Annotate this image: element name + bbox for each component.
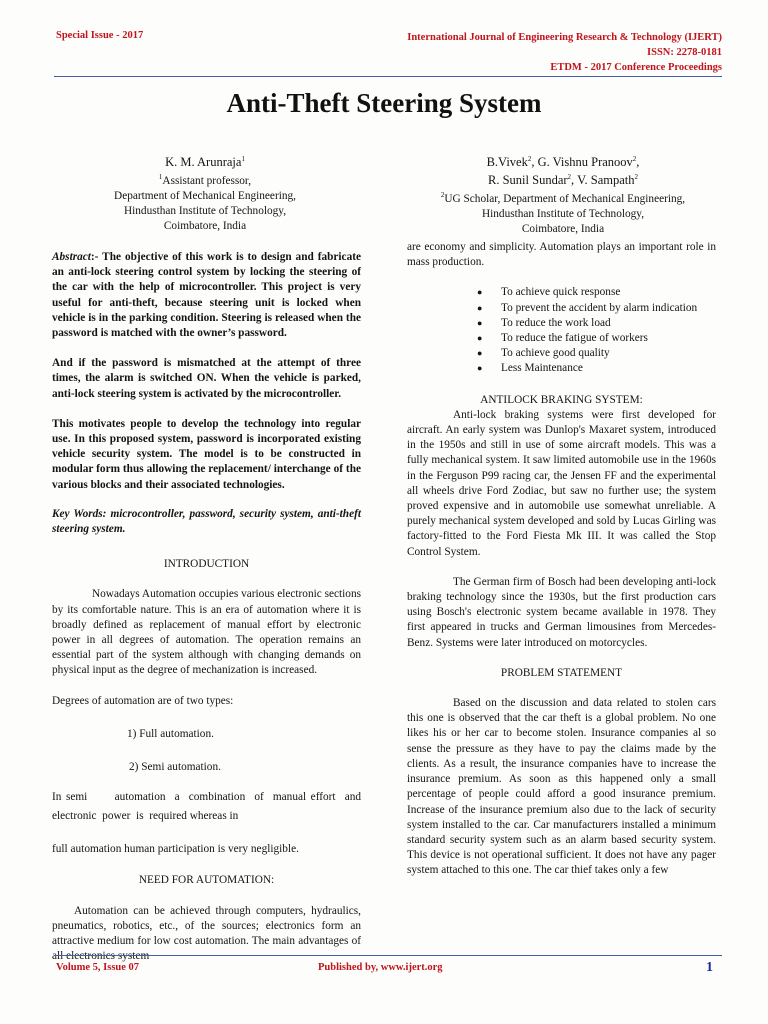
author-names-line1: B.Vivek$^2$, G. Vishnu Pranoov$^2$, — [486, 155, 640, 170]
header-special-issue: Special Issue - 2017 — [56, 30, 144, 41]
list-item: ● To achieve good quality — [407, 346, 716, 361]
bullet-icon: ● — [477, 287, 483, 298]
abstract-paragraph: Abstract:- The objective of this work is to design and fabricate an anti-lock steering control system by locking the steering of the car with the help of microcontroller. This project is very useful for anti-theft, because steering unit is locked when vehicle is in the parking condition. Steering is released when the password is matched with the owner’s password. — [52, 251, 361, 340]
bullet-icon: ● — [477, 317, 483, 328]
advantages-list — [407, 285, 716, 376]
footer-volume: Volume 5, Issue 07 — [56, 962, 140, 973]
bullet-icon: ● — [477, 333, 483, 344]
need-paragraph: Automation can be achieved through computers, hydraulics, pneumatics, robotics, etc., of the sources; electronics form an attractive medium for low cost automation. The main advantages of all electronics system — [52, 904, 361, 963]
header-journal-info — [407, 30, 722, 75]
author-location: Coimbatore, India — [521, 223, 605, 236]
list-item: ● Less Maintenance — [407, 361, 716, 376]
heading-need-for-automation: NEED FOR AUTOMATION: — [138, 874, 275, 887]
bullet-icon: ● — [477, 302, 483, 313]
author-role: $^2$UG Scholar, Department of Mechanical Engineering, — [440, 191, 686, 206]
antilock-paragraph-1: Anti-lock braking systems were first developed for aircraft. An early system was Dunlop's Maxaret system, introduced in the 1950s and still in use of some aircraft models. This was a fully mechanical system. It saw limited automobile use in the 1960s in the Ferguson P99 racing car, the Jensen FF and the experimental all wheels drive Ford Zodiac, but saw no further use; the system proved expensive and in automobile use somewhat unreliable. A purely mechanical system developed and sold by Lucas Girling was factory-fitted to the Ford Fiesta Mk III. It was called the Stop Control System. — [407, 408, 716, 558]
heading-problem-statement: PROBLEM STATEMENT — [500, 666, 623, 679]
author-role: $^1$Assistant professor, — [158, 173, 252, 187]
header-divider — [54, 76, 722, 77]
abstract-label: Abstract — [52, 251, 91, 263]
bullet-icon: ● — [477, 363, 483, 374]
heading-introduction: INTRODUCTION — [163, 558, 250, 571]
abstract-paragraph-3: This motivates people to develop the technology into regular use. In this proposed system, password is incorporated existing vehicle security system. The model is to be constructed in modular form thus allowing the replacement/ interchange of the various blocks and their associated technologies. — [52, 417, 361, 491]
degrees-paragraph: Degrees of automation are of two types: — [52, 694, 234, 707]
problem-paragraph: Based on the discussion and data related to stolen cars this one is observed that the car theft is a global problem. No one likes his or her car to become stolen. Insurance companies al so sense the pressure as they have to pay the claims made by the clients. As a result, the insurance companies have to increase the insurance premium. As soon as this happened only a small percentage of people could afford a good insurance premium. Increase of the insurance premium also due to the lack of security system installed to the car. Car manufacturers installed a minimum standard security system such as an alarm based security system. This device is not operational sufficient. It does not have any pager system attached to this one. The car thief takes only a few — [407, 697, 716, 877]
proceedings: ETDM - 2017 Conference Proceedings — [550, 62, 722, 73]
author-institute: Hindusthan Institute of Technology, — [481, 208, 645, 221]
full-automation-item: 1) Full automation. — [127, 727, 214, 740]
left-column — [52, 250, 378, 965]
paper-title: Anti-Theft Steering System — [226, 88, 542, 118]
continued-paragraph: are economy and simplicity. Automation plays an important role in mass production. — [407, 241, 716, 269]
introduction-paragraph: Nowadays Automation occupies various electronic sections by its comfortable nature. This is an era of automation where it is broadly defined as replacement of manual effort by electronic power in all degrees of automation. The operation remains an essential part of the system although with changing demands on physical input as the degree of mechanization is increased. — [52, 588, 361, 677]
author-institute: Hindusthan Institute of Technology, — [123, 204, 287, 217]
bullet-icon: ● — [477, 348, 483, 359]
journal-name: International Journal of Engineering Research & Technology (IJERT) — [407, 32, 722, 43]
abstract-paragraph-2: And if the password is mismatched at the attempt of three times, the alarm is switched ON. When the vehicle is parked, anti-lock steering system is activated by the microcontroller. — [52, 357, 361, 400]
author-block-left — [60, 152, 350, 234]
keywords: Key Words: microcontroller, password, security system, anti-theft steering system. — [52, 507, 361, 536]
author-names-line2: R. Sunil Sundar$^2$, V. Sampath$^2$ — [488, 173, 638, 188]
heading-antilock-braking: ANTILOCK BRAKING SYSTEM: — [480, 393, 643, 406]
antilock-paragraph-2: The German firm of Bosch had been developing anti-lock braking technology since the 1930s, but the first production cars using Bosch's electronic system became available in 1978. They first appeared in trucks and German limousines from Mercedes-Benz. Systems were later introduced on motorcycles. — [407, 575, 716, 649]
issn: ISSN: 2278-0181 — [647, 47, 722, 58]
full-automation-paragraph: full automation human participation is very negligible. — [52, 843, 299, 856]
list-item: ● To reduce the fatigue of workers — [407, 331, 716, 346]
footer-divider — [54, 955, 722, 956]
page-number: 1 — [706, 960, 713, 975]
list-item: ● To prevent the accident by alarm indication — [407, 301, 716, 316]
footer-publisher-link[interactable]: Published by, www.ijert.org — [318, 962, 443, 973]
semi-automation-paragraph: In semi automation a combination of manual effort and electronic power is required whereas in — [52, 791, 378, 823]
list-item: ● To achieve quick response — [407, 285, 716, 300]
author-location: Coimbatore, India — [163, 219, 247, 232]
author-name: K. M. Arunraja$^1$ — [165, 155, 245, 170]
semi-automation-item: 2) Semi automation. — [129, 761, 221, 774]
author-block-right — [398, 152, 728, 237]
right-column — [407, 240, 716, 879]
list-item: ● To reduce the work load — [407, 316, 716, 331]
author-department: Department of Mechanical Engineering, — [114, 189, 296, 202]
